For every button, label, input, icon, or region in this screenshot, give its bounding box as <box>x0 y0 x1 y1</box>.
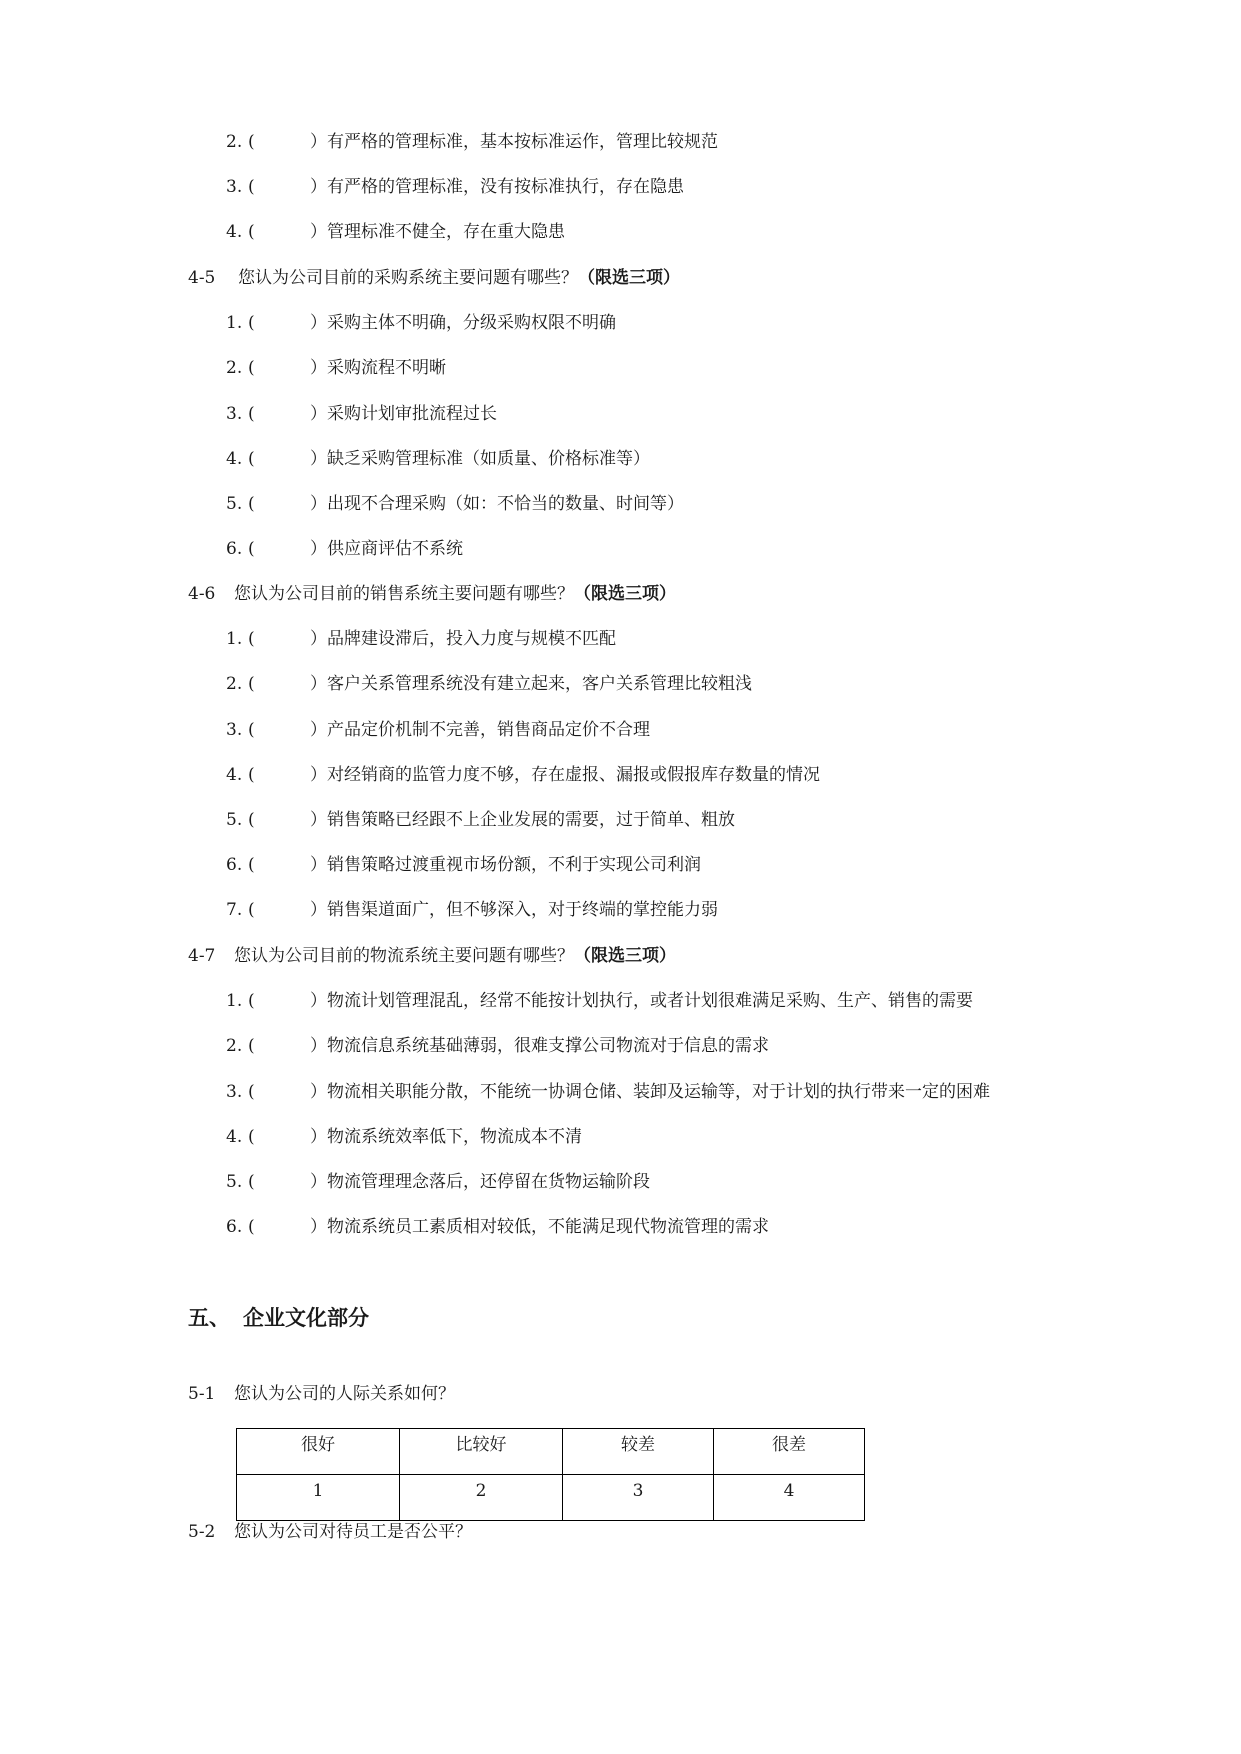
option-item: 3. ( ）产品定价机制不完善，销售商品定价不合理 <box>226 719 650 740</box>
option-item: 1. ( ）采购主体不明确，分级采购权限不明确 <box>226 313 616 334</box>
table-cell: 很差 <box>714 1429 865 1475</box>
option-item: 2. ( ）采购流程不明晰 <box>226 358 446 379</box>
question-4-7 <box>0 934 990 1250</box>
question-5-1 <box>0 1372 455 1417</box>
question-heading: 4-5 您认为公司目前的采购系统主要问题有哪些？（限选三项） <box>188 268 680 288</box>
option-item: 5. ( ）出现不合理采购（如：不恰当的数量、时间等） <box>226 493 684 514</box>
table-cell: 较差 <box>563 1429 714 1475</box>
option-item: 6. ( ）物流系统员工素质相对较低，不能满足现代物流管理的需求 <box>226 1217 769 1238</box>
option-item: 3. ( ）物流相关职能分散，不能统一协调仓储、装卸及运输等，对于计划的执行带来一定的困难 <box>226 1081 990 1102</box>
option-item: 5. ( ）物流管理理念落后，还停留在货物运输阶段 <box>226 1171 650 1192</box>
table-cell: 1 <box>237 1475 400 1521</box>
option-item: 2. ( ）物流信息系统基础薄弱，很难支撑公司物流对于信息的需求 <box>226 1036 769 1057</box>
table-header-row <box>237 1429 865 1475</box>
option-item: 1. ( ）物流计划管理混乱，经常不能按计划执行，或者计划很难满足采购、生产、销售的需要 <box>226 991 973 1012</box>
option-item: 4. ( ）物流系统效率低下，物流成本不清 <box>226 1126 582 1147</box>
question-4-5 <box>0 256 684 572</box>
question-5-2 <box>0 1510 472 1555</box>
table-cell: 很好 <box>237 1429 400 1475</box>
table-cell: 比较好 <box>400 1429 563 1475</box>
option-item: 6. ( ）供应商评估不系统 <box>226 539 463 560</box>
option-item: 7. ( ）销售渠道面广，但不够深入，对于终端的掌控能力弱 <box>226 900 718 921</box>
option-item: 2. ( ）客户关系管理系统没有建立起来，客户关系管理比较粗浅 <box>226 674 752 695</box>
table-cell: 4 <box>714 1475 865 1521</box>
question-heading: 5-1 您认为公司的人际关系如何？ <box>188 1384 455 1404</box>
option-item: 3. ( ）采购计划审批流程过长 <box>226 403 497 424</box>
option-item: 6. ( ）销售策略过渡重视市场份额，不利于实现公司利润 <box>226 855 701 876</box>
rating-table <box>236 1428 865 1521</box>
option-item: 4. ( ）管理标准不健全，存在重大隐患 <box>226 222 565 243</box>
question-heading: 4-6 您认为公司目前的销售系统主要问题有哪些？（限选三项） <box>188 584 676 604</box>
option-item: 1. ( ）品牌建设滞后，投入力度与规模不匹配 <box>226 629 616 650</box>
table-cell: 2 <box>400 1475 563 1521</box>
option-item: 5. ( ）销售策略已经跟不上企业发展的需要，过于简单、粗放 <box>226 809 735 830</box>
question-heading: 5-2 您认为公司对待员工是否公平？ <box>188 1522 472 1542</box>
table-cell: 3 <box>563 1475 714 1521</box>
options-list-prev <box>0 120 718 256</box>
option-item: 4. ( ）缺乏采购管理标准（如质量、价格标准等） <box>226 448 650 469</box>
question-heading: 4-7 您认为公司目前的物流系统主要问题有哪些？（限选三项） <box>188 946 676 966</box>
option-item: 3. ( ）有严格的管理标准，没有按标准执行，存在隐患 <box>226 177 684 198</box>
section-heading: 五、 企业文化部分 <box>188 1306 369 1330</box>
option-item: 2. ( ）有严格的管理标准，基本按标准运作，管理比较规范 <box>226 132 718 152</box>
option-item: 4. ( ）对经销商的监管力度不够，存在虚报、漏报或假报库存数量的情况 <box>226 764 820 785</box>
question-4-6 <box>0 572 820 934</box>
